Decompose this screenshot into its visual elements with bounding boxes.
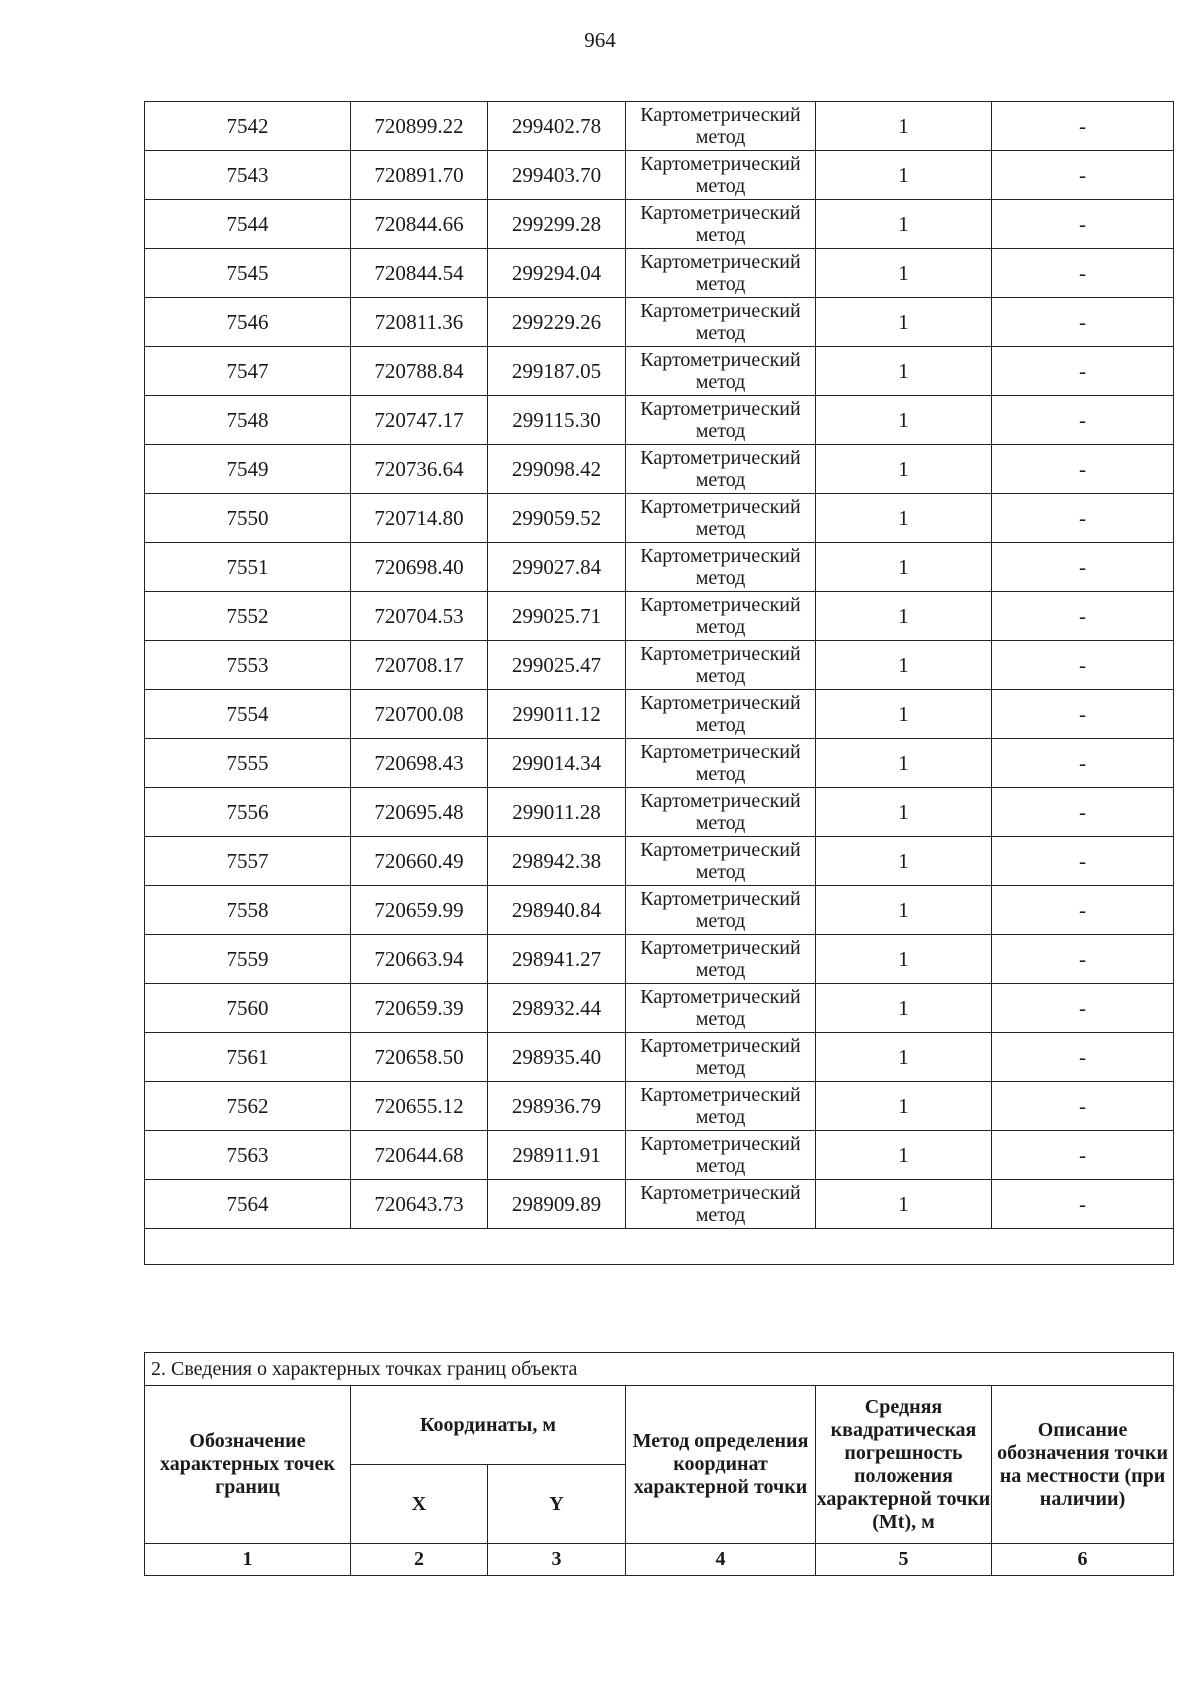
method-cell: Картометрический метод [626,396,816,445]
mt-cell: 1 [816,151,992,200]
point-cell: 7542 [145,102,351,151]
table-row [145,1131,1174,1180]
description-cell: - [992,1082,1174,1131]
mt-cell: 1 [816,1082,992,1131]
y-cell: 299027.84 [488,543,626,592]
header-mt: Средняя квадратическая погрешность положения характерной точки (Mt), м [816,1386,992,1544]
method-cell: Картометрический метод [626,935,816,984]
method-cell: Картометрический метод [626,151,816,200]
table-row [145,543,1174,592]
y-cell: 298935.40 [488,1033,626,1082]
description-cell: - [992,739,1174,788]
empty-row [145,1229,1174,1265]
y-cell: 299294.04 [488,249,626,298]
description-cell: - [992,151,1174,200]
x-cell: 720736.64 [351,445,488,494]
method-cell: Картометрический метод [626,347,816,396]
section-2-table [144,1352,1174,1576]
y-cell: 298942.38 [488,837,626,886]
mt-cell: 1 [816,494,992,543]
mt-cell: 1 [816,886,992,935]
y-cell: 299115.30 [488,396,626,445]
x-cell: 720704.53 [351,592,488,641]
point-cell: 7545 [145,249,351,298]
mt-cell: 1 [816,396,992,445]
table-row [145,102,1174,151]
table-row [145,249,1174,298]
description-cell: - [992,984,1174,1033]
point-cell: 7560 [145,984,351,1033]
column-number: 2 [351,1544,488,1576]
description-cell: - [992,886,1174,935]
x-cell: 720788.84 [351,347,488,396]
column-number: 1 [145,1544,351,1576]
table-row [145,1180,1174,1229]
description-cell: - [992,1033,1174,1082]
header-method: Метод определения координат характерной точки [626,1386,816,1544]
point-cell: 7547 [145,347,351,396]
mt-cell: 1 [816,445,992,494]
description-cell: - [992,543,1174,592]
y-cell: 299059.52 [488,494,626,543]
method-cell: Картометрический метод [626,592,816,641]
mt-cell: 1 [816,543,992,592]
y-cell: 298911.91 [488,1131,626,1180]
y-cell: 299402.78 [488,102,626,151]
method-cell: Картометрический метод [626,641,816,690]
table-row [145,641,1174,690]
table-row [145,592,1174,641]
method-cell: Картометрический метод [626,543,816,592]
mt-cell: 1 [816,102,992,151]
column-number: 3 [488,1544,626,1576]
method-cell: Картометрический метод [626,984,816,1033]
mt-cell: 1 [816,788,992,837]
y-cell: 299299.28 [488,200,626,249]
description-cell: - [992,396,1174,445]
description-cell: - [992,445,1174,494]
method-cell: Картометрический метод [626,298,816,347]
y-cell: 298936.79 [488,1082,626,1131]
coordinates-table [144,101,1174,1265]
x-cell: 720655.12 [351,1082,488,1131]
table-row [145,151,1174,200]
x-cell: 720659.99 [351,886,488,935]
table-row [145,837,1174,886]
empty-cell [145,1229,1174,1265]
y-cell: 298941.27 [488,935,626,984]
y-cell: 298932.44 [488,984,626,1033]
point-cell: 7550 [145,494,351,543]
method-cell: Картометрический метод [626,249,816,298]
x-cell: 720700.08 [351,690,488,739]
description-cell: - [992,690,1174,739]
point-cell: 7561 [145,1033,351,1082]
mt-cell: 1 [816,592,992,641]
header-coordinates: Координаты, м [351,1386,626,1465]
y-cell: 299025.71 [488,592,626,641]
description-cell: - [992,641,1174,690]
method-cell: Картометрический метод [626,788,816,837]
method-cell: Картометрический метод [626,739,816,788]
point-cell: 7552 [145,592,351,641]
mt-cell: 1 [816,739,992,788]
description-cell: - [992,837,1174,886]
y-cell: 299011.28 [488,788,626,837]
table-row [145,200,1174,249]
method-cell: Картометрический метод [626,690,816,739]
point-cell: 7557 [145,837,351,886]
table-row [145,494,1174,543]
description-cell: - [992,102,1174,151]
point-cell: 7553 [145,641,351,690]
mt-cell: 1 [816,249,992,298]
mt-cell: 1 [816,1180,992,1229]
table-row [145,347,1174,396]
y-cell: 299025.47 [488,641,626,690]
table-row [145,396,1174,445]
table-row [145,690,1174,739]
point-cell: 7562 [145,1082,351,1131]
table-row [145,788,1174,837]
x-cell: 720644.68 [351,1131,488,1180]
mt-cell: 1 [816,1131,992,1180]
column-number: 5 [816,1544,992,1576]
point-cell: 7546 [145,298,351,347]
x-cell: 720659.39 [351,984,488,1033]
description-cell: - [992,200,1174,249]
description-cell: - [992,1131,1174,1180]
point-cell: 7558 [145,886,351,935]
description-cell: - [992,249,1174,298]
x-cell: 720708.17 [351,641,488,690]
description-cell: - [992,347,1174,396]
mt-cell: 1 [816,1033,992,1082]
method-cell: Картометрический метод [626,1131,816,1180]
header-x: X [351,1465,488,1544]
method-cell: Картометрический метод [626,1033,816,1082]
y-cell: 298909.89 [488,1180,626,1229]
method-cell: Картометрический метод [626,1180,816,1229]
mt-cell: 1 [816,298,992,347]
point-cell: 7549 [145,445,351,494]
method-cell: Картометрический метод [626,837,816,886]
x-cell: 720643.73 [351,1180,488,1229]
method-cell: Картометрический метод [626,200,816,249]
x-cell: 720663.94 [351,935,488,984]
method-cell: Картометрический метод [626,886,816,935]
mt-cell: 1 [816,641,992,690]
section-title: 2. Сведения о характерных точках границ объекта [145,1353,1174,1386]
point-cell: 7551 [145,543,351,592]
header-point: Обозначение характерных точек границ [145,1386,351,1544]
y-cell: 299011.12 [488,690,626,739]
point-cell: 7555 [145,739,351,788]
x-cell: 720660.49 [351,837,488,886]
mt-cell: 1 [816,984,992,1033]
table-row [145,298,1174,347]
y-cell: 298940.84 [488,886,626,935]
x-cell: 720811.36 [351,298,488,347]
y-cell: 299229.26 [488,298,626,347]
table-row [145,739,1174,788]
point-cell: 7563 [145,1131,351,1180]
point-cell: 7548 [145,396,351,445]
header-y: Y [488,1465,626,1544]
point-cell: 7544 [145,200,351,249]
mt-cell: 1 [816,935,992,984]
column-number: 4 [626,1544,816,1576]
y-cell: 299014.34 [488,739,626,788]
table-row [145,445,1174,494]
table-row [145,984,1174,1033]
mt-cell: 1 [816,200,992,249]
point-cell: 7554 [145,690,351,739]
description-cell: - [992,494,1174,543]
description-cell: - [992,1180,1174,1229]
mt-cell: 1 [816,347,992,396]
point-cell: 7564 [145,1180,351,1229]
x-cell: 720844.66 [351,200,488,249]
y-cell: 299098.42 [488,445,626,494]
description-cell: - [992,592,1174,641]
point-cell: 7559 [145,935,351,984]
x-cell: 720899.22 [351,102,488,151]
x-cell: 720698.43 [351,739,488,788]
method-cell: Картометрический метод [626,1082,816,1131]
x-cell: 720698.40 [351,543,488,592]
y-cell: 299403.70 [488,151,626,200]
y-cell: 299187.05 [488,347,626,396]
method-cell: Картометрический метод [626,445,816,494]
point-cell: 7543 [145,151,351,200]
method-cell: Картометрический метод [626,102,816,151]
x-cell: 720747.17 [351,396,488,445]
mt-cell: 1 [816,690,992,739]
point-cell: 7556 [145,788,351,837]
description-cell: - [992,298,1174,347]
column-number: 6 [992,1544,1174,1576]
x-cell: 720658.50 [351,1033,488,1082]
method-cell: Картометрический метод [626,494,816,543]
table-row [145,1082,1174,1131]
description-cell: - [992,935,1174,984]
description-cell: - [992,788,1174,837]
page-number: 964 [584,28,616,52]
table-row [145,886,1174,935]
x-cell: 720891.70 [351,151,488,200]
x-cell: 720844.54 [351,249,488,298]
header-description: Описание обозначения точки на местности (при наличии) [992,1386,1174,1544]
x-cell: 720695.48 [351,788,488,837]
table-row [145,1033,1174,1082]
table-row [145,935,1174,984]
x-cell: 720714.80 [351,494,488,543]
mt-cell: 1 [816,837,992,886]
